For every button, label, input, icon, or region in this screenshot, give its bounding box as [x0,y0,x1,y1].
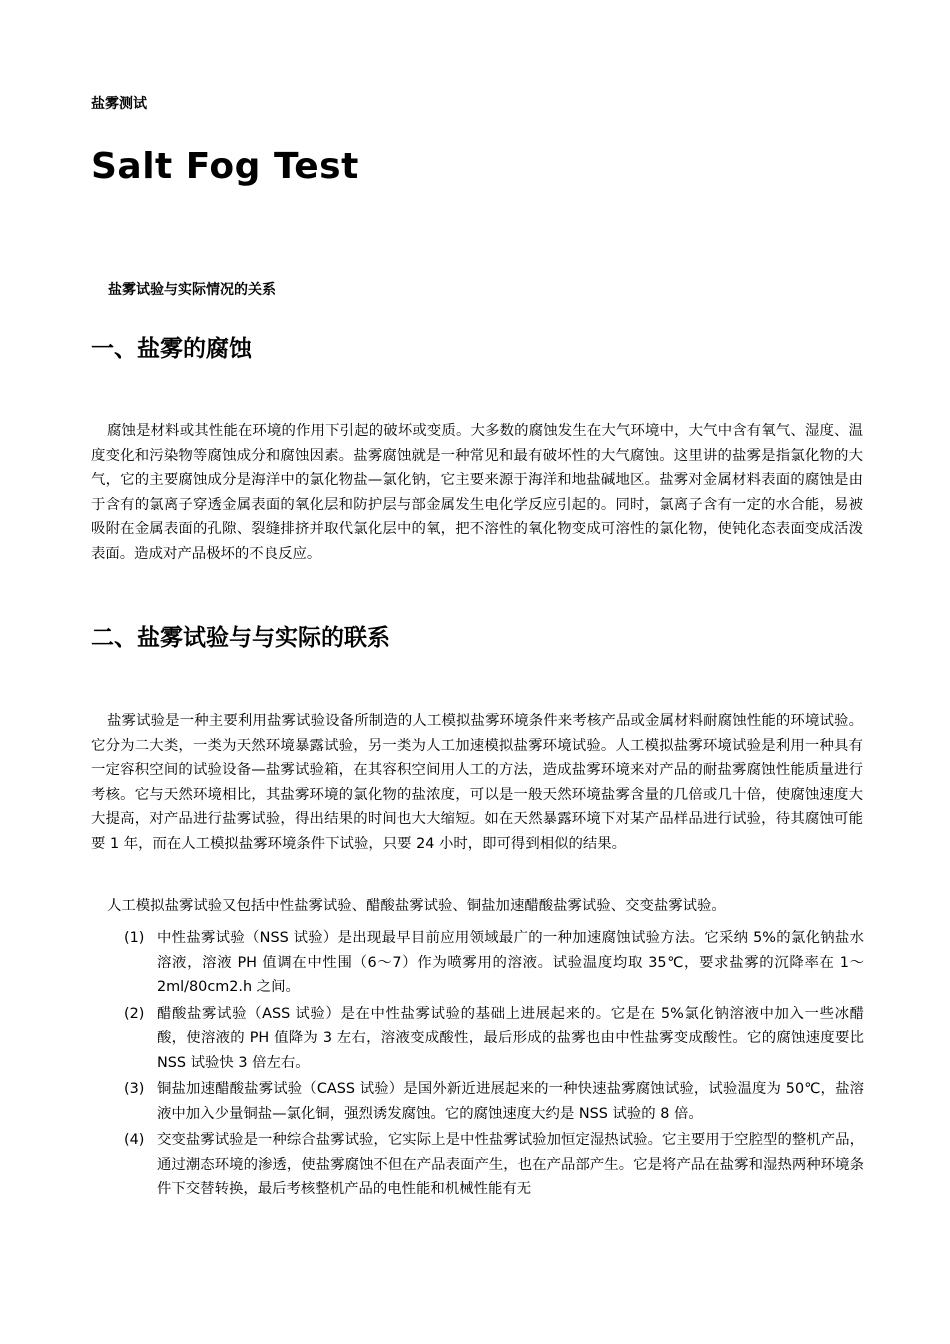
section-heading-test-relation: 二、盐雾试验与与实际的联系 [91,625,390,651]
paragraph-corrosion: 腐蚀是材料或其性能在环境的作用下引起的破坏或变质。大多数的腐蚀发生在大气环境中，大气中含有氧气、湿度、温度变化和污染物等腐蚀成分和腐蚀因素。盐雾腐蚀就是一种常见和最有破坏性的大气腐蚀。这里讲的盐雾是指氯化物的大气，它的主要腐蚀成分是海洋中的氯化物盐—氯化钠，它主要来源于海洋和地盐碱地区。盐雾对金属材料表面的腐蚀是由于含有的氯离子穿透金属表面的氧化层和防护层与部金属发生电化学反应引起的。同时，氯离子含有一定的水合能，易被吸附在金属表面的孔隙、裂缝排挤并取代氯化层中的氧，把不溶性的氧化物变成可溶性的氯化物，使钝化态表面变成活泼表面。造成对产品极坏的不良反应。 [91,423,863,562]
document-kicker: 盐雾测试 [91,96,147,112]
document-title: Salt Fog Test [91,146,359,187]
list-item-marker: (1) [124,930,145,946]
list-item-text: 醋酸盐雾试验（ASS 试验）是在中性盐雾试验的基础上进展起来的。它是在 5%氯化钠溶液中加入一些冰醋酸，使溶液的 PH 值降为 3 左右，溶液变成酸性，最后形成的盐雾也由中性盐雾变成酸性。它的腐蚀速度要比 NSS 试验快 3 倍左右。 [157,1005,864,1071]
list-item-text: 中性盐雾试验（NSS 试验）是出现最早目前应用领域最广的一种加速腐蚀试验方法。它采纳 5%的氯化钠盐水溶液，溶液 PH 值调在中性围（6～7）作为喷雾用的溶液。试验温度均取 35℃，要求盐雾的沉降率在 1～2ml/80cm2.h 之间。 [157,930,864,995]
list-item [124,926,864,1000]
list-item-marker: (2) [124,1005,145,1022]
list-item [124,1002,864,1076]
paragraph-test-types: 人工模拟盐雾试验又包括中性盐雾试验、醋酸盐雾试验、铜盐加速醋酸盐雾试验、交变盐雾试验。 [107,898,726,914]
document-subheading: 盐雾试验与实际情况的关系 [108,282,276,298]
list-item-marker: (3) [124,1081,145,1097]
list-item-text: 交变盐雾试验是一种综合盐雾试验，它实际上是中性盐雾试验加恒定湿热试验。它主要用于空腔型的整机产品，通过潮态环境的渗透，使盐雾腐蚀不但在产品表面产生，也在产品部产生。它是将产品在盐雾和湿热两种环境条件下交替转换，最后考核整机产品的电性能和机械性能有无 [157,1132,864,1197]
list-item-marker: (4) [124,1132,145,1148]
paragraph-test-overview: 盐雾试验是一种主要利用盐雾试验设备所制造的人工模拟盐雾环境条件来考核产品或金属材料耐腐蚀性能的环境试验。它分为二大类，一类为天然环境暴露试验，另一类为人工加速模拟盐雾环境试验。人工模拟盐雾环境试验是利用一种具有一定容积空间的试验设备—盐雾试验箱，在其容积空间用人工的方法，造成盐雾环境来对产品的耐盐雾腐蚀性能质量进行考核。它与天然环境相比，其盐雾环境的氯化物的盐浓度，可以是一般天然环境盐雾含量的几倍或几十倍，使腐蚀速度大大提高，对产品进行盐雾试验，得出结果的时间也大大缩短。如在天然暴露环境下对某产品样品进行试验，待其腐蚀可能要 1 年，而在人工模拟盐雾环境条件下试验，只要 24 小时，即可得到相似的结果。 [91,713,863,852]
list-item [124,1128,864,1202]
section-heading-corrosion: 一、盐雾的腐蚀 [91,336,252,362]
list-item-text: 铜盐加速醋酸盐雾试验（CASS 试验）是国外新近进展起来的一种快速盐雾腐蚀试验，试验温度为 50℃，盐溶液中加入少量铜盐—氯化铜，强烈诱发腐蚀。它的腐蚀速度大约是 NSS 试验的 8 倍。 [157,1081,864,1122]
test-type-list [124,926,864,1204]
list-item [124,1077,864,1126]
